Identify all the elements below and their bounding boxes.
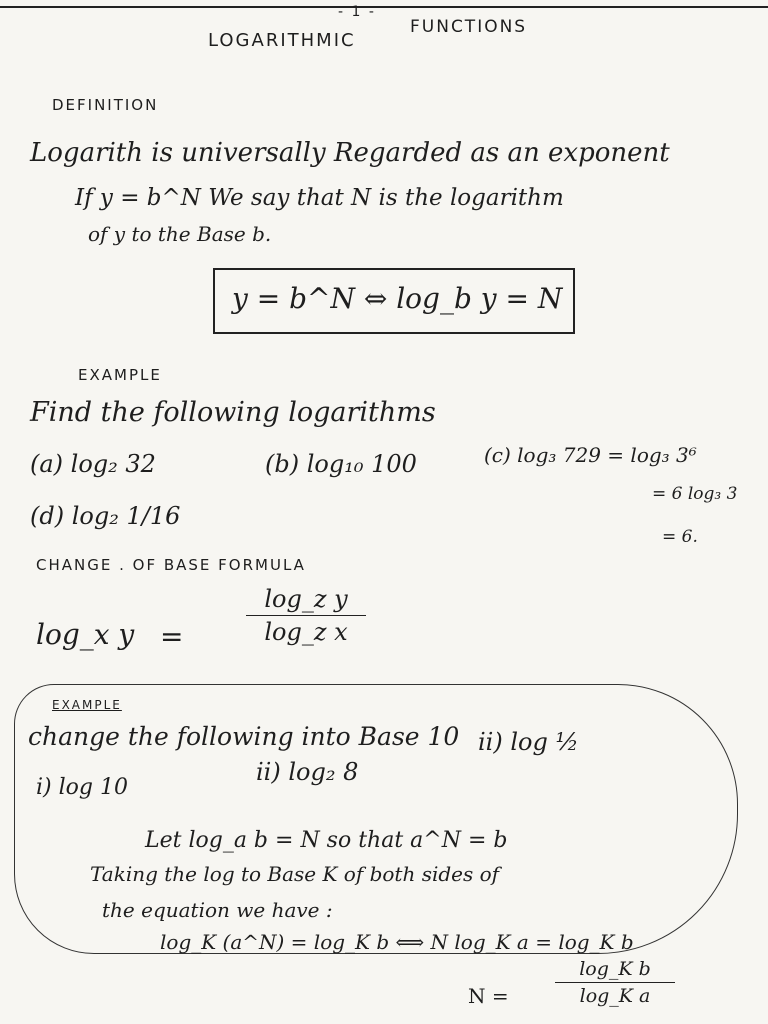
- definition-heading: DEFINITION: [52, 96, 159, 114]
- change-of-base-equals: =: [160, 620, 184, 653]
- example-b: (b) log₁₀ 100: [265, 450, 417, 478]
- page-title-left: LOGARITHMIC: [208, 30, 356, 51]
- example-c-step-2: = 6 log₃ 3: [652, 484, 738, 504]
- proof-line-1: Let log_a b = N so that a^N = b: [145, 828, 508, 853]
- page-number: - 1 -: [338, 4, 376, 20]
- change-of-base-lhs: log_x y: [36, 618, 135, 651]
- example-2-heading: EXAMPLE: [52, 698, 122, 712]
- fraction-bar: [246, 615, 366, 616]
- page-title-right: FUNCTIONS: [410, 17, 528, 37]
- proof-line-4: log_K (a^N) = log_K b ⟺ N log_K a = log_K b: [160, 930, 634, 954]
- proof-line-2: Taking the log to Base K of both sides of: [90, 862, 500, 886]
- example-2-prompt: change the following into Base 10: [28, 722, 460, 751]
- example-2-i: i) log 10: [36, 775, 128, 800]
- definition-line-3: of y to the Base b.: [88, 222, 272, 246]
- definition-line-1: Logarith is universally Regarded as an exponent: [30, 138, 670, 168]
- proof-line-3: the equation we have :: [102, 898, 333, 922]
- definition-line-2: If y = b^N We say that N is the logarithm: [75, 185, 564, 211]
- example-a: (a) log₂ 32: [30, 450, 156, 478]
- fraction-numerator: log_z y: [264, 585, 348, 613]
- boxed-formula: y = b^N ⇔ log_b y = N: [232, 282, 563, 315]
- proof-result-fraction: [555, 958, 675, 1007]
- change-of-base-fraction: [246, 585, 366, 646]
- proof-result-lhs: N =: [468, 984, 509, 1008]
- example-c: (c) log₃ 729 = log₃ 3⁶: [484, 443, 697, 467]
- example-d: (d) log₂ 1/16: [30, 502, 181, 530]
- proof-fraction-bar: [555, 982, 675, 983]
- example-c-step-3: = 6.: [662, 527, 698, 547]
- example-2-ii: ii) log₂ 8: [256, 758, 359, 786]
- change-of-base-heading: CHANGE . OF BASE FORMULA: [36, 556, 306, 574]
- proof-fraction-numerator: log_K b: [579, 958, 651, 980]
- fraction-denominator: log_z x: [264, 618, 348, 646]
- example-prompt: Find the following logarithms: [30, 397, 436, 428]
- example-2-iii: ii) log ½: [478, 728, 579, 756]
- example-heading: EXAMPLE: [78, 366, 162, 384]
- proof-fraction-denominator: log_K a: [579, 985, 651, 1007]
- page-top-rule: [0, 6, 768, 8]
